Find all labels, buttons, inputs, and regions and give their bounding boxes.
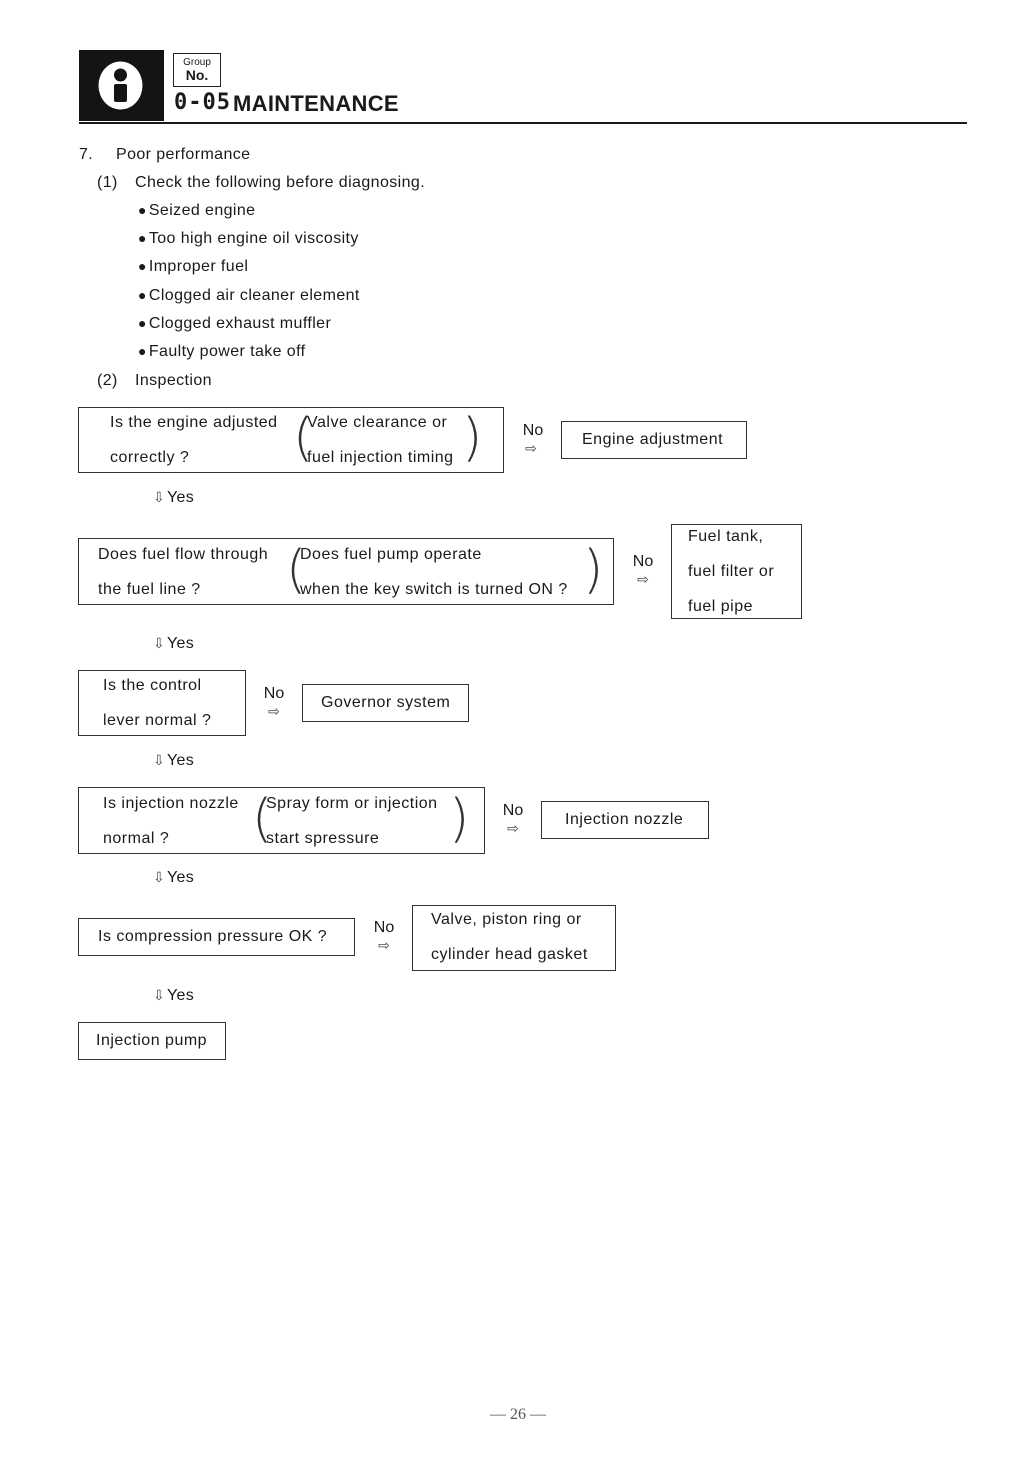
no-label: No — [522, 422, 544, 439]
right-paren: ) — [462, 408, 483, 468]
question-box-fuel-flow — [78, 538, 614, 605]
item-title: Poor performance — [116, 146, 251, 163]
check-item: ● Improper fuel — [138, 258, 248, 276]
question-line: Is the control — [103, 677, 202, 694]
right-arrow-icon: ⇨ — [637, 571, 649, 587]
yes-label: Yes — [167, 987, 195, 1004]
right-paren: ) — [583, 540, 604, 600]
left-paren: ( — [293, 408, 314, 468]
yes-label: Yes — [167, 635, 195, 652]
question-box-compression — [78, 918, 355, 956]
result-label: Injection pump — [96, 1032, 208, 1049]
result-label: Valve, piston ring or — [431, 911, 582, 928]
result-label: fuel filter or — [688, 563, 775, 580]
header-rule — [79, 122, 967, 124]
note-line: fuel injection timing — [307, 449, 454, 466]
info-icon — [97, 60, 144, 111]
check-item: ● Faulty power take off — [138, 343, 306, 361]
right-arrow-icon: ⇨ — [378, 937, 390, 953]
result-label: Engine adjustment — [582, 431, 724, 448]
result-box-governor — [302, 684, 469, 722]
yes-branch — [153, 635, 194, 653]
question-box-engine-adjusted — [78, 407, 504, 473]
note-line: Valve clearance or — [307, 414, 448, 431]
no-label: No — [502, 802, 524, 819]
yes-label: Yes — [167, 752, 195, 769]
page-number: — 26 — — [490, 1406, 546, 1423]
check-item: ● Clogged air cleaner element — [138, 287, 360, 305]
no-label: No — [373, 919, 395, 936]
sub1-number: (1) — [97, 174, 118, 191]
sub2-text: Inspection — [135, 372, 212, 389]
sub1-text: Check the following before diagnosing. — [135, 174, 426, 191]
right-arrow-icon: ⇨ — [507, 820, 519, 836]
question-line: correctly ? — [110, 449, 190, 466]
down-arrow-icon: ⇩ — [153, 987, 166, 1003]
down-arrow-icon: ⇩ — [153, 489, 166, 505]
no-label: No — [263, 685, 285, 702]
result-label: Governor system — [321, 694, 451, 711]
question-line: lever normal ? — [103, 712, 212, 729]
yes-branch — [153, 752, 194, 770]
question-box-control-lever — [78, 670, 246, 736]
result-box-injection-nozzle — [541, 801, 709, 839]
result-label: Injection nozzle — [565, 811, 684, 828]
question-line: Is the engine adjusted — [110, 414, 278, 431]
question-line: normal ? — [103, 830, 170, 847]
right-paren: ) — [449, 789, 470, 849]
check-item: ● Seized engine — [138, 202, 255, 220]
result-label: fuel pipe — [688, 598, 753, 615]
question-box-injection-nozzle — [78, 787, 485, 854]
yes-branch — [153, 987, 194, 1005]
result-box-engine-adjustment — [561, 421, 747, 459]
sub2-number: (2) — [97, 372, 118, 389]
right-arrow-icon: ⇨ — [268, 703, 280, 719]
question-line: the fuel line ? — [98, 581, 201, 598]
yes-label: Yes — [167, 869, 195, 886]
question-line: Is injection nozzle — [103, 795, 239, 812]
check-item: ● Clogged exhaust muffler — [138, 315, 331, 333]
down-arrow-icon: ⇩ — [153, 635, 166, 651]
down-arrow-icon: ⇩ — [153, 869, 166, 885]
note-line: when the key switch is turned ON ? — [300, 581, 568, 598]
group-number-box — [173, 53, 221, 87]
check-item: ● Too high engine oil viscosity — [138, 230, 359, 248]
left-paren: ( — [286, 540, 307, 600]
right-arrow-icon: ⇨ — [525, 440, 537, 456]
yes-branch — [153, 489, 194, 507]
section-title: MAINTENANCE — [233, 91, 399, 116]
group-label: Group — [183, 57, 211, 68]
result-label: cylinder head gasket — [431, 946, 588, 963]
left-paren: ( — [252, 789, 273, 849]
yes-branch — [153, 869, 194, 887]
down-arrow-icon: ⇩ — [153, 752, 166, 768]
section-code: 0-05 — [174, 90, 231, 115]
yes-label: Yes — [167, 489, 195, 506]
note-line: Does fuel pump operate — [300, 546, 482, 563]
result-box-injection-pump — [78, 1022, 226, 1060]
result-label: Fuel tank, — [688, 528, 764, 545]
result-box-fuel-tank — [671, 524, 802, 619]
group-no-label: No. — [185, 67, 209, 83]
question-line: Is compression pressure OK ? — [98, 928, 328, 945]
note-line: start spressure — [266, 830, 380, 847]
note-line: Spray form or injection — [266, 795, 438, 812]
item-number: 7. — [79, 146, 94, 163]
no-label: No — [632, 553, 654, 570]
result-box-valve-piston — [412, 905, 616, 971]
question-line: Does fuel flow through — [98, 546, 269, 563]
